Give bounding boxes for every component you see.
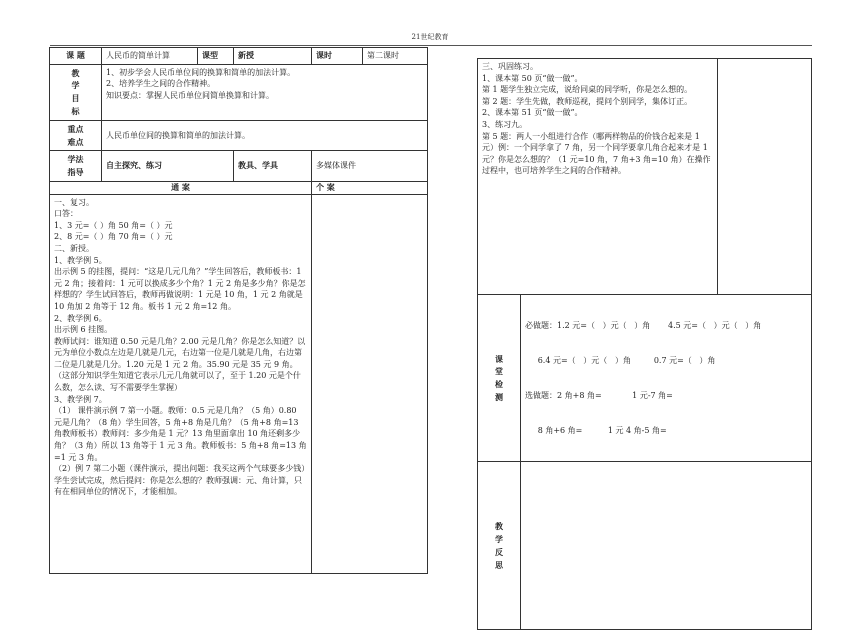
plan-line: 3、教学例 7。 [54,394,107,404]
plan-line: 一、复习。 [54,197,94,207]
type-label: 课型 [198,48,234,65]
practice-content [478,59,718,295]
plan-line: 1、3 元=（ ）角 50 角=（ ）元 [54,220,173,230]
check-line: 必做题：1.2 元=（ ）元（ ）角 4.5 元=（ ）元（ ）角 [525,321,762,331]
plan-line: 二、新授。 [54,243,94,253]
practice-line: 三、巩固练习。 [482,62,538,71]
goal-line: 1、初步学会人民币单位间的换算和简单的加法计算。 [106,67,296,77]
tools-label: 教具、学具 [234,151,312,182]
method-label: 学法 指导 [50,151,102,182]
goals-content [102,64,428,120]
personal-label: 个 案 [312,181,428,194]
plan-line: 2、教学例 6。 [54,313,107,323]
goal-line: 2、培养学生之间的合作精神。 [106,79,216,89]
plan-line: 1、教学例 5。 [54,255,107,265]
practice-line: 1、课本第 50 页“做一做”。 [482,73,583,83]
lesson-label: 课 题 [50,48,102,65]
type-value: 新授 [234,48,312,65]
period-label: 课时 [312,48,363,65]
lesson-plan-table [49,47,428,574]
check-line: 8 角+6 角= 1 元 4 角-5 角= [525,425,667,435]
practice-line: 第 1 题学生独立完成，说给同桌的同学听，你是怎么想的。 [482,85,693,95]
check-label: 课 堂 检 测 [478,295,521,462]
reflect-label: 教 学 反 思 [478,462,521,630]
plan-label: 通 案 [50,181,312,194]
goal-line: 知识要点：掌握人民币单位间简单换算和计算。 [106,90,274,100]
period-value: 第二课时 [363,48,428,65]
plan-line: 出示例 5 的挂图，提问：“这是几元几角？”学生回答后，教师板书：1 元 2 角；接着问：1 元可以换成多少个角？1 元 2 角是多少角？你是怎样想的？学生试回答后，教师再做说明：1 元是 10 角，1 元 2 角就是 10 角加 2 角等于 12 角。板书 1 元 2 角=12 角。 [54,267,306,311]
plan-line: 口答： [54,209,78,219]
goals-label: 教 学 目 标 [50,64,102,120]
check-content [521,295,812,462]
practice-line: 第 2 题：学生先做，教师巡视，提问个别同学，集体订正。 [482,96,693,106]
check-line: 选做题：2 角+8 角= 1 元-7 角= [525,390,673,400]
header-rule [50,45,812,46]
practice-line: 3、练习九。 [482,119,528,129]
practice-table [477,58,812,630]
keypoints-label: 重点 难点 [50,120,102,151]
practice-line: 2、课本第 51 页“做一做”。 [482,108,583,118]
practice-line: 第 5 题：两人一小组进行合作（哪两样物品的价钱合起来是 1 元）例：一个同学拿了 7 角，另一个同学要拿几角合起来才是 1 元？你是怎么想的？（1 元=10 角，7 角+3 角=10 角）在操作过程中，也可培养学生之间的合作精神。 [482,131,711,176]
check-line: 6.4 元=（ ）元（ ）角 0.7 元=（ ）角 [525,355,716,365]
practice-side [718,59,812,295]
method-content: 自主探究、练习 [102,151,234,182]
reflect-content [521,462,812,630]
plan-line: （2）例 7 第二小题（课件演示，提出问题：我买这两个气球要多少钱）学生尝试完成，然后提问：你是怎么想的？教师强调：元、角计算，只有在相同单位的情况下，才能相加。 [54,464,306,497]
page-header: 21世纪教育 [411,33,449,41]
tools-content: 多媒体课件 [312,151,428,182]
lesson-value: 人民币的简单计算 [102,48,198,65]
keypoints-content: 人民币单位间的换算和简单的加法计算。 [102,120,428,151]
plan-content [50,194,312,573]
plan-line: 教师试问：谁知道 0.50 元是几角？2.00 元是几角？你是怎么知道？以元为单位小数点左边是几就是几元，右边第一位是几就是几角，右边第二位是几就是几分。1.20 元是 1 元 2 角。35.90 元是 35 元 9 角。（这部分知识学生知道它表示几元几角就可以了，至于 1.20 元是个什么数，怎么读、写不需要学生掌握） [54,336,306,393]
plan-line: 出示例 6 挂图。 [54,325,113,335]
personal-content [312,194,428,573]
plan-line: （1） 课件演示例 7 第一小题。教师：0.5 元是几角？（5 角）0.80 元是几角？（8 角）学生回答，5 角+8 角是几角？（5 角+8 角=13 角教师板书）教师问：多少角是 1 元？13 角里面拿出 10 角还剩多少角？（3 角）所以 13 角等于 1 元 3 角。教师板书：5 角+8 角=13 角=1 元 3 角。 [54,406,307,462]
plan-line: 2、8 元=（ ）角 70 角=（ ）元 [54,232,173,242]
